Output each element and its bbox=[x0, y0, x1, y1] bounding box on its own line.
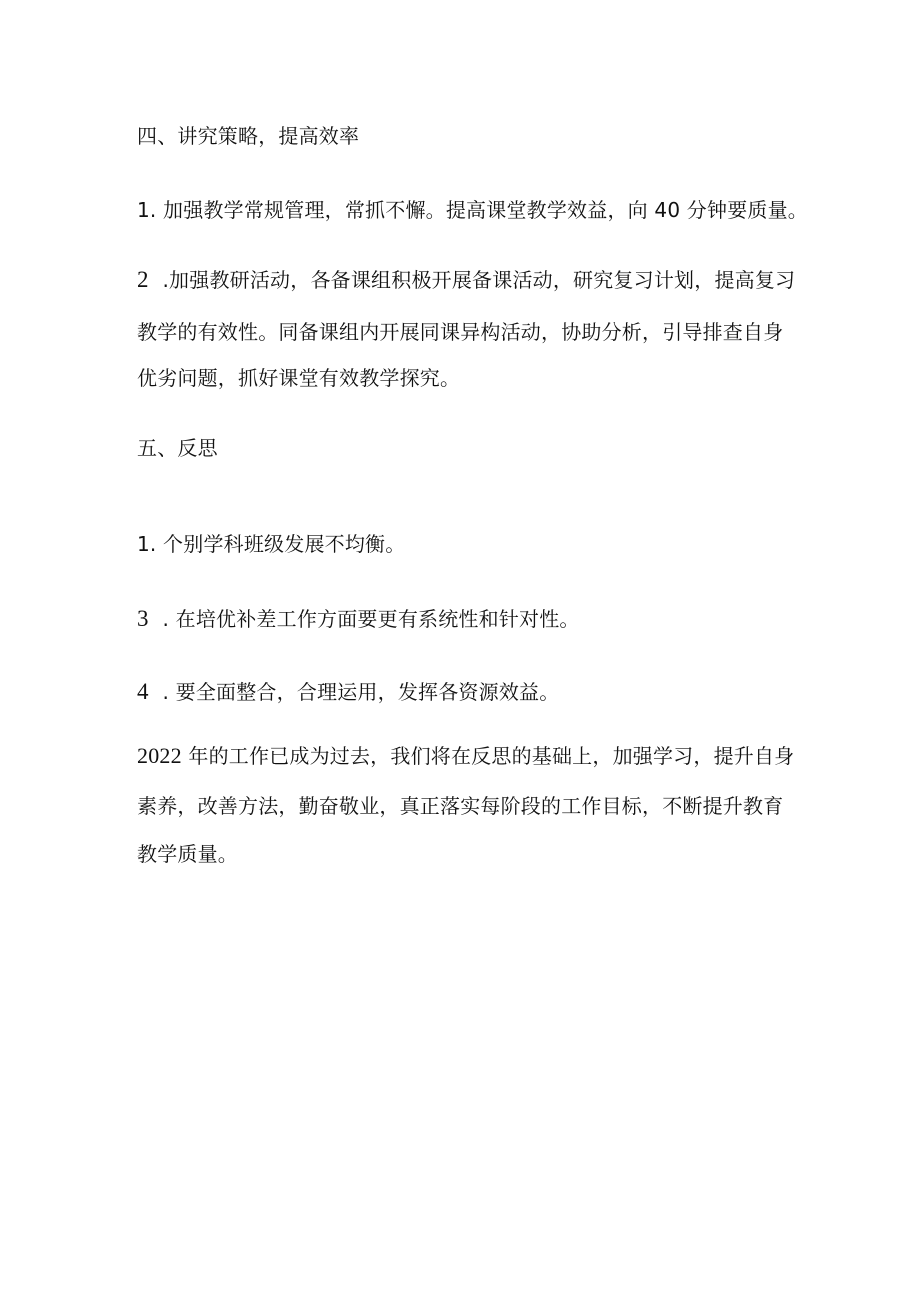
closing-paragraph-line-3: 教学质量。 bbox=[137, 842, 238, 866]
closing-text: 年的工作已成为过去，我们将在反思的基础上，加强学习，提升自身 bbox=[181, 744, 795, 768]
list-item-4-2-line-2: 教学的有效性。同备课组内开展同课异构活动，协助分析，引导排查自身 bbox=[137, 320, 784, 344]
list-item-4-2-line-1 bbox=[137, 268, 795, 292]
closing-paragraph-line-2: 素养，改善方法，勤奋敬业，真正落实每阶段的工作目标，不断提升教育 bbox=[137, 794, 784, 818]
list-item-4-1: 1. 加强教学常规管理，常抓不懈。提高课堂教学效益，向 40 分钟要质量。 bbox=[137, 198, 809, 222]
list-item-4-2-line-3: 优劣问题，抓好课堂有效教学探究。 bbox=[137, 366, 461, 390]
section-heading-5: 五、反思 bbox=[137, 436, 218, 460]
closing-year: 2022 bbox=[137, 743, 182, 768]
list-item-text: . 在培优补差工作方面要更有系统性和针对性。 bbox=[162, 607, 580, 631]
list-item-number: 2 bbox=[137, 267, 149, 292]
list-item-5-3 bbox=[137, 607, 580, 631]
list-item-text: . 要全面整合，合理运用，发挥各资源效益。 bbox=[162, 680, 560, 704]
list-item-text: .加强教研活动，各备课组积极开展备课活动，研究复习计划，提高复习 bbox=[162, 268, 796, 292]
list-item-number: 4 bbox=[137, 679, 149, 704]
closing-paragraph-line-1 bbox=[137, 744, 794, 768]
list-item-number: 3 bbox=[137, 606, 149, 631]
list-item-5-4 bbox=[137, 680, 559, 704]
list-item-5-1: 1. 个别学科班级发展不均衡。 bbox=[137, 532, 406, 556]
section-heading-4: 四、讲究策略，提高效率 bbox=[137, 124, 360, 148]
